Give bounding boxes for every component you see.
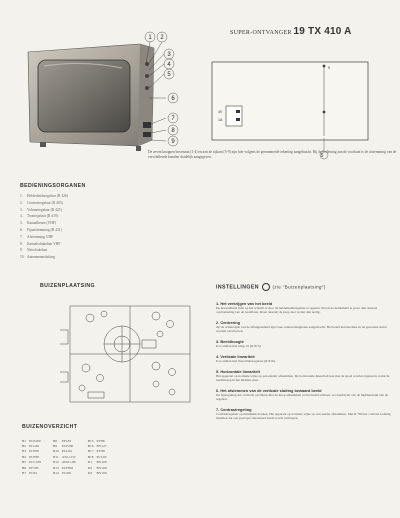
settings-subtitle: (zie "Buizenplaatsing") bbox=[272, 284, 326, 290]
tv-photo-figure bbox=[22, 30, 202, 160]
list-item: 8. Kanaalschakelaar VHF bbox=[20, 241, 61, 246]
tube-code: B12 bbox=[52, 460, 59, 465]
tube-code: B14 bbox=[52, 471, 59, 476]
model-number: 19 TX 410 A bbox=[293, 26, 352, 37]
list-item: 1. Het verkrijgen van het beeld De hoeveelheid licht op het scherm is door de helderheidsregelaar te regelen. Wordt de helderheid te groot dan ontstaat overbelasting van de beeldbuis. Draai daarom de knop niet verder dan nodig. bbox=[216, 301, 378, 315]
tube-code: B17 bbox=[87, 449, 94, 454]
list-item: 7. Afstemming UHF bbox=[20, 234, 54, 239]
rear-label-1a: 1A bbox=[218, 118, 223, 122]
tube-code: B3 bbox=[22, 449, 27, 454]
table-row bbox=[20, 454, 117, 459]
callout-8: 8 bbox=[171, 128, 175, 134]
tube-overview-title: BUIZENOVERZICHT bbox=[22, 424, 78, 430]
tube-code: B4 bbox=[22, 454, 27, 459]
tube-type: EF183 bbox=[61, 438, 72, 443]
callout-3: 3 bbox=[167, 52, 171, 58]
tube-type: PCF80 bbox=[29, 449, 39, 454]
list-item: 6. Fijnafstemming (R 431) bbox=[20, 227, 62, 232]
list-item: 7. Contrastregeling Contrastregelaar op minimum draaien. Het apparaat op normale wijze op een zender afstemmen. Met R 700 het contrast zodanig instellen dat een goed gecontrasteerd beeld wordt verkregen. bbox=[216, 406, 391, 421]
rear-label-4v: 4V bbox=[218, 110, 223, 114]
callout-1: 1 bbox=[148, 35, 152, 41]
callout-9: 9 bbox=[171, 139, 175, 145]
list-item: 3. Beeldhoogte Is te stellen met knop 10 (R 815). bbox=[216, 339, 262, 349]
tube-code: B5 bbox=[22, 460, 27, 465]
tube-type: PCF80 bbox=[29, 454, 39, 459]
rear-callout: 5 bbox=[320, 153, 324, 159]
callout-2: 2 bbox=[160, 35, 164, 41]
callout-5: 5 bbox=[167, 72, 171, 78]
tube-type: BY100 bbox=[96, 460, 107, 465]
tube-overview-table bbox=[20, 438, 117, 476]
tube-code: B1 bbox=[22, 438, 27, 443]
controls-section bbox=[20, 183, 86, 261]
controls-title: BEDIENINGSORGANEN bbox=[20, 183, 86, 189]
tube-code: B16 bbox=[87, 444, 94, 449]
circle-symbol-icon bbox=[262, 283, 270, 291]
tube-type: EY86 bbox=[96, 449, 105, 454]
tube-type: PCC189 bbox=[29, 460, 41, 465]
list-item: 4. Verticale lineariteit Is te stellen met lineariteitsregelaar (R 816). bbox=[216, 353, 276, 363]
title-prefix: SUPER-ONTVANGER bbox=[230, 30, 292, 36]
figure-caption: De zeven knoppen bovenaan (1-4) en aan de zijkant (5-9) zijn hier volgens de genummerde tekening aangebracht. Bij de bediening aan de voorkant is de afstemming van de verschillende kanalen duidelijk aangegeven. bbox=[148, 150, 397, 159]
tube-type: EF183 bbox=[29, 465, 39, 470]
tube-type: BY100 bbox=[96, 471, 107, 476]
controls-list bbox=[20, 193, 86, 261]
table-row bbox=[20, 438, 117, 443]
table-row bbox=[20, 470, 117, 475]
list-item: 10. Antenneaansluiting bbox=[20, 255, 55, 260]
tube-type: PCL84 bbox=[61, 449, 72, 454]
settings-title bbox=[216, 283, 326, 291]
tube-type: BY100 bbox=[96, 465, 107, 470]
tube-type: BY127 bbox=[96, 444, 107, 449]
page-title bbox=[230, 26, 352, 37]
tube-code: B6 bbox=[22, 465, 27, 470]
tube-type: PCL85 bbox=[96, 454, 107, 459]
callout-6: 6 bbox=[171, 96, 175, 102]
list-item: 5. Horizontale lineariteit Het apparaat op normale wijze op een zender afstemmen. De horizontale lineariteit kan met de spoel worden ingesteld, zodat de beeldstreep in het midden staat. bbox=[216, 368, 390, 383]
tube-type: PY88 bbox=[96, 438, 105, 443]
list-item: 3. Volumeregelaar (R 425) bbox=[20, 207, 62, 212]
settings-list bbox=[216, 301, 394, 426]
tube-type: PCL86 bbox=[29, 444, 40, 449]
settings-title-text: INSTELLINGEN bbox=[216, 284, 259, 291]
tube-type: PL500 bbox=[61, 471, 72, 476]
tube-type: PC84 bbox=[29, 471, 37, 476]
list-item: 5. Kanaalkeuze (VHF) bbox=[20, 221, 57, 226]
list-item: 9. Netschakelaar bbox=[20, 248, 48, 253]
callout-7: 7 bbox=[171, 116, 175, 122]
tube-code: B10 bbox=[52, 449, 59, 454]
tube-code: D3 bbox=[87, 471, 92, 476]
tube-type: PCF200 bbox=[29, 438, 41, 443]
list-item: 2. Centrering Op de achterzijde van de afbuigeenheid zijn twee centreermagneten aangebracht. Het beeld kan hiermee in de gewenste stand worden verschoven. bbox=[216, 320, 387, 334]
list-item: 4. Toonregelaar (R 419) bbox=[20, 214, 58, 219]
tube-code: B13 bbox=[52, 465, 59, 470]
table-row bbox=[20, 449, 117, 454]
tube-type: AW61-88 bbox=[61, 460, 76, 465]
tube-layout-title: BUIZENPLAATSING bbox=[40, 283, 95, 289]
tube-code: D1 bbox=[87, 460, 92, 465]
rear-panel-figure bbox=[210, 60, 370, 160]
table-row bbox=[20, 465, 117, 470]
rear-top-label: 9 bbox=[328, 66, 330, 70]
list-item: 2. Contrastregelaar (R 403) bbox=[20, 200, 63, 205]
tube-type: PCF802 bbox=[61, 465, 74, 470]
table-row bbox=[20, 443, 117, 448]
list-item: 6. Het afstemmen van de verticale sluiting bewaard beeld De fijnregeling der verticale oscillator met de knop afstemmen tot het beeld stilstaat. Ga daarbij uit van de middenstand van de regelaar. bbox=[216, 387, 389, 402]
tv-screen bbox=[38, 60, 130, 132]
tube-layout-diagram bbox=[60, 300, 200, 412]
table-row bbox=[20, 460, 117, 465]
callout-4: 4 bbox=[167, 62, 171, 68]
tube-type: PCF200 bbox=[61, 444, 74, 449]
tube-code: B2 bbox=[22, 444, 27, 449]
tube-type: A59-11W bbox=[61, 454, 76, 459]
tube-code: D2 bbox=[87, 465, 92, 470]
tube-code: B7 bbox=[22, 471, 27, 476]
tube-code: B18 bbox=[87, 454, 94, 459]
tube-code: B11 bbox=[52, 454, 59, 459]
list-item: 1. Helderheidsregelaar (R 426) bbox=[20, 194, 68, 198]
tube-code: B15 bbox=[87, 438, 94, 443]
tube-code: B9 bbox=[52, 444, 58, 449]
tube-code: B8 bbox=[52, 438, 58, 443]
